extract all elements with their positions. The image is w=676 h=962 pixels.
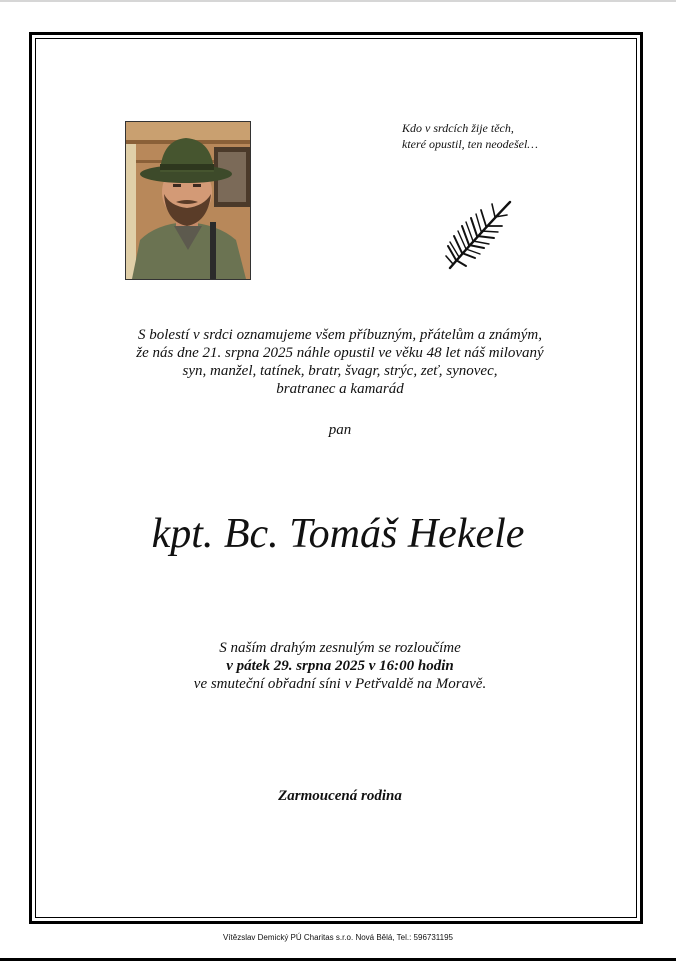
announcement-line-1: S bolestí v srdci oznamujeme všem příbuzným, přátelům a známým, [138,327,542,343]
announcement-line-4: bratranec a kamarád [276,381,404,397]
farewell-line-1: S naším drahým zesnulým se rozloučíme [219,640,461,656]
announcement-text [60,326,620,398]
honorific: pan [328,422,352,438]
bottom-divider [0,958,676,961]
motto-line-1: Kdo v srdcích žije těch, [402,121,514,135]
farewell-location: ve smuteční obřadní síni v Petřvaldě na Moravě. [193,676,487,692]
farewell-details [60,639,620,693]
top-divider [0,0,676,2]
farewell-date-time: v pátek 29. srpna 2025 v 16:00 hodin [226,658,454,674]
fir-branch-icon [444,196,516,279]
announcement-line-2: že nás dne 21. srpna 2025 náhle opustil ve věku 48 let náš milovaný [136,345,544,361]
signature: Zarmoucená rodina [278,788,402,804]
portrait-photo [125,121,251,280]
motto-line-2: které opustil, ten neodešel… [402,137,538,151]
deceased-name: kpt. Bc. Tomáš Hekele [151,511,525,557]
footer-undertaker: Vítězslav Demický PÚ Charitas s.r.o. Nová Bělá, Tel.: 596731195 [222,933,454,942]
motto-quote [402,120,642,152]
announcement-line-3: syn, manžel, tatínek, bratr, švagr, strýc, zeť, synovec, [182,363,498,379]
